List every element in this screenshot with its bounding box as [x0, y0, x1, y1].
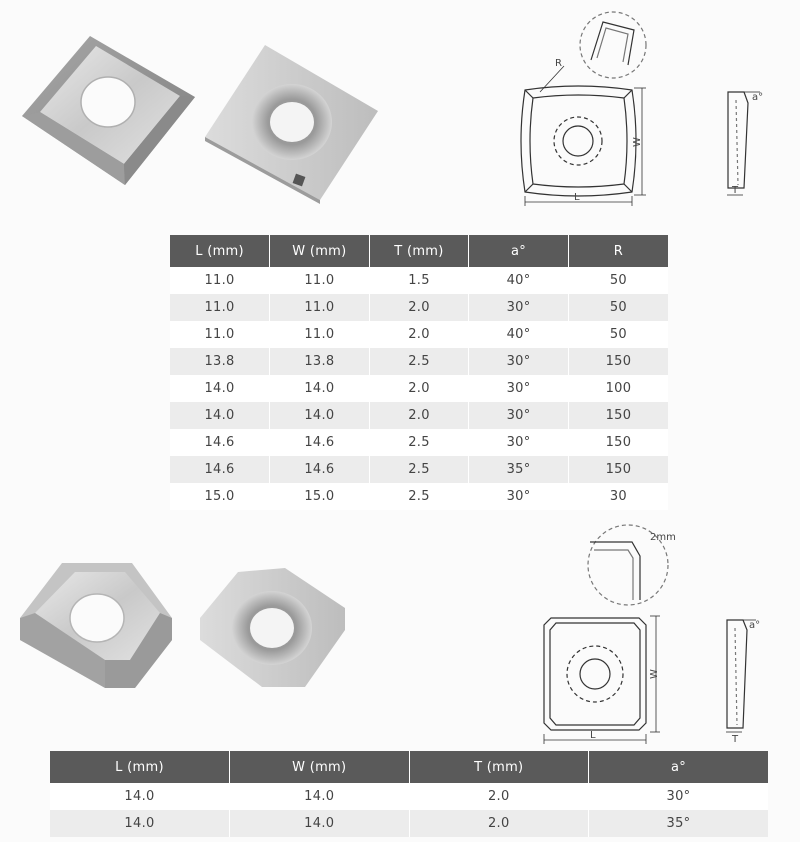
table-cell: 2.0 [369, 294, 469, 321]
table-cell: 2.0 [369, 375, 469, 402]
label-a-bottom: a° [749, 620, 761, 631]
table-cell: 14.0 [230, 810, 410, 837]
top-spec-table [170, 235, 668, 510]
table-cell: 14.6 [170, 456, 270, 483]
table-cell: 13.8 [170, 348, 270, 375]
table-row [50, 810, 768, 837]
table-cell: 30 [568, 483, 668, 510]
table-cell: 14.0 [50, 783, 230, 810]
table-cell: 14.6 [170, 429, 270, 456]
table-cell: 13.8 [270, 348, 370, 375]
table-cell: 14.0 [170, 375, 270, 402]
table-row [170, 375, 668, 402]
header-r: R [568, 235, 668, 267]
table-row [170, 267, 668, 294]
table-cell: 50 [568, 294, 668, 321]
table-cell: 1.5 [369, 267, 469, 294]
insert-image-1 [22, 36, 195, 185]
table-row [170, 429, 668, 456]
header-a: a° [589, 751, 769, 783]
table-cell: 30° [469, 375, 569, 402]
table-cell: 150 [568, 348, 668, 375]
table-cell: 2.0 [409, 810, 589, 837]
header-t: T (mm) [409, 751, 589, 783]
table-cell: 2.5 [369, 483, 469, 510]
table-cell: 11.0 [170, 321, 270, 348]
table-cell: 30° [469, 348, 569, 375]
table-cell: 14.0 [170, 402, 270, 429]
table-cell: 14.6 [270, 456, 370, 483]
table-cell: 14.0 [270, 375, 370, 402]
label-2mm: 2mm [650, 532, 676, 543]
table-cell: 11.0 [270, 321, 370, 348]
table-cell: 35° [589, 810, 769, 837]
table-cell: 11.0 [270, 267, 370, 294]
header-l: L (mm) [50, 751, 230, 783]
table-cell: 11.0 [170, 294, 270, 321]
label-t: T [732, 185, 739, 196]
table-cell: 15.0 [270, 483, 370, 510]
table-row [170, 294, 668, 321]
insert-image-2 [205, 45, 378, 204]
label-l: L [574, 192, 580, 203]
table-cell: 11.0 [270, 294, 370, 321]
table-cell: 2.0 [369, 402, 469, 429]
table-header-row [50, 751, 768, 783]
table-cell: 2.5 [369, 348, 469, 375]
table-row [170, 483, 668, 510]
table-cell: 15.0 [170, 483, 270, 510]
table-row [170, 402, 668, 429]
table-cell: 100 [568, 375, 668, 402]
table-header-row [170, 235, 668, 267]
table-cell: 14.6 [270, 429, 370, 456]
header-l: L (mm) [170, 235, 270, 267]
table-cell: 14.0 [230, 783, 410, 810]
table-cell: 30° [469, 294, 569, 321]
table-cell: 30° [469, 483, 569, 510]
table-row [170, 348, 668, 375]
table-cell: 30° [469, 429, 569, 456]
table-cell: 35° [469, 456, 569, 483]
table-row [50, 783, 768, 810]
table-cell: 14.0 [270, 402, 370, 429]
table-cell: 50 [568, 321, 668, 348]
header-a: a° [469, 235, 569, 267]
table-cell: 40° [469, 267, 569, 294]
header-w: W (mm) [270, 235, 370, 267]
table-cell: 50 [568, 267, 668, 294]
insert-image-4 [200, 568, 345, 687]
table-cell: 11.0 [170, 267, 270, 294]
label-t-bottom: T [732, 734, 739, 745]
table-cell: 2.5 [369, 429, 469, 456]
label-w-bottom: W [649, 669, 660, 679]
label-a: a° [752, 92, 764, 103]
bottom-spec-table [50, 751, 768, 837]
header-w: W (mm) [230, 751, 410, 783]
table-row [170, 321, 668, 348]
insert-image-3 [20, 563, 172, 688]
table-cell: 2.0 [369, 321, 469, 348]
header-t: T (mm) [369, 235, 469, 267]
table-cell: 150 [568, 429, 668, 456]
table-row [170, 456, 668, 483]
label-r: R [555, 58, 562, 69]
table-cell: 30° [589, 783, 769, 810]
label-w: W [632, 137, 643, 147]
table-cell: 150 [568, 456, 668, 483]
table-cell: 40° [469, 321, 569, 348]
table-cell: 30° [469, 402, 569, 429]
table-cell: 150 [568, 402, 668, 429]
label-l-bottom: L [590, 730, 596, 741]
table-cell: 14.0 [50, 810, 230, 837]
table-cell: 2.5 [369, 456, 469, 483]
table-cell: 2.0 [409, 783, 589, 810]
